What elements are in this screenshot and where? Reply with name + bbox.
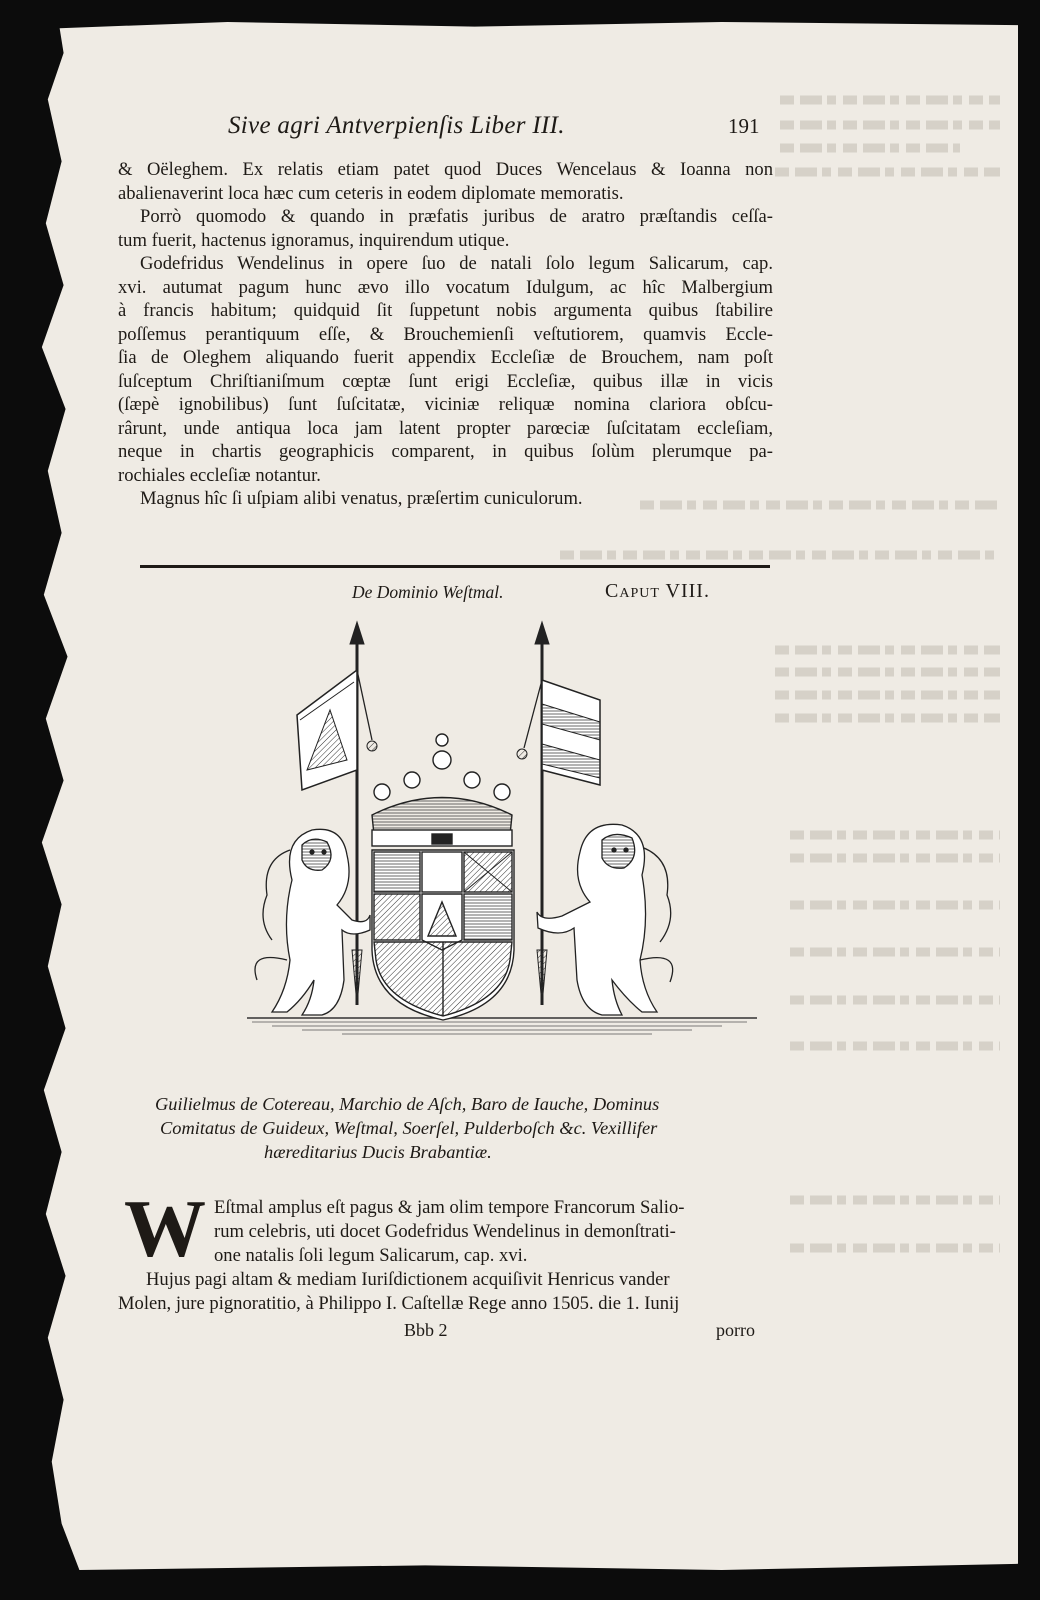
text-line: Magnus hîc ſi uſpiam alibi venatus, præſertim cuniculorum. [140,488,583,509]
text-line: rochiales eccleſiæ notantur. [118,464,321,486]
ground-hatching [247,1018,757,1034]
text-line: ſuſceptum Chriſtianiſmum cœptæ ſunt erigi Eccleſiæ, quibus illæ in vicis [118,370,773,392]
caption-line: Guilielmus de Cotereau, Marchio de Aſch, Baro de Iauche, Dominus [155,1094,660,1114]
text-line: xvi. autumat pagum hunc ævo illo vocatum Idulgum, ac hîc Malbergium [118,276,773,298]
text-line: & Oëleghem. Ex relatis etiam patet quod Duces Wencelaus & Ioanna non [118,159,773,180]
text-line: neque in chartis geographicis comparent, in quibus ſolùm plerumque pa- [118,441,773,462]
catchword: porro [716,1320,755,1340]
signature-mark: Bbb 2 [404,1320,448,1340]
running-title: Sive agri Antverpienſis Liber III. [228,112,565,139]
text-line: poſſemus perantiquum eſſe, & Brouchemienſi veſtutiorem, quamvis Eccle- [118,323,773,345]
chapter-number: Caput VIII. [605,580,710,602]
left-lion [255,829,370,1015]
top-text-block [118,158,773,511]
crown [372,734,512,846]
text-line: ſia de Oleghem aliquando fuerit appendix Eccleſiæ de Brouchem, nam poſt [118,347,773,368]
chapter-subtitle: De Dominio Weſtmal. [352,582,504,602]
body-line: Eſtmal amplus eſt pagus & jam olim tempore Francorum Salio- [214,1197,685,1218]
text-line: (ſæpè ignobilibus) ſunt ſuſcitatæ, viciniæ reliquæ nomina clariora obſcu- [118,394,773,415]
text-line: Porrò quomodo & quando in præfatis juribus de aratro præſtandis ceſſa- [140,206,773,227]
text-line: rârunt, unde antiqua loca jam latent propter parœciæ ſuſcitatam eccleſiam, [118,417,773,439]
text-line: Godefridus Wendelinus in opere ſuo de natali ſolo legum Salicarum, cap. [140,253,773,274]
page-number: 191 [728,114,760,138]
caption-line: hæreditarius Ducis Brabantiæ. [264,1142,492,1162]
text-line: tum fuerit, hactenus ignoramus, inquirendum utique. [118,229,510,251]
body-line: Molen, jure pignoratitio, à Philippo I. Caſtellæ Rege anno 1505. die 1. Iunij [118,1293,680,1314]
chapter-heading [0,580,1040,610]
body-line: Hujus pagi altam & mediam Iuriſdictionem acquiſivit Henricus vander [146,1269,670,1290]
drop-cap: W [124,1183,206,1274]
coat-of-arms-engraving [242,620,762,1050]
caption-line: Comitatus de Guideux, Weſtmal, Soerſel, Pulderboſch &c. Vexillifer [160,1118,658,1138]
body-line: one natalis ſoli legum Salicarum, cap. xvi. [214,1245,528,1266]
shield [372,850,514,1020]
body-line: rum celebris, uti docet Godefridus Wendelinus in demonſtrati- [214,1221,676,1242]
section-divider [140,565,770,568]
right-lion [537,824,673,1015]
text-line: abalienaverint loca hæc cum ceteris in eodem diplomate memoratis. [118,182,624,204]
text-line: à francis habitum; quidquid ſit ſuppetunt nobis argumenta quibus ſtabilire [118,300,773,321]
running-head [0,112,1040,144]
